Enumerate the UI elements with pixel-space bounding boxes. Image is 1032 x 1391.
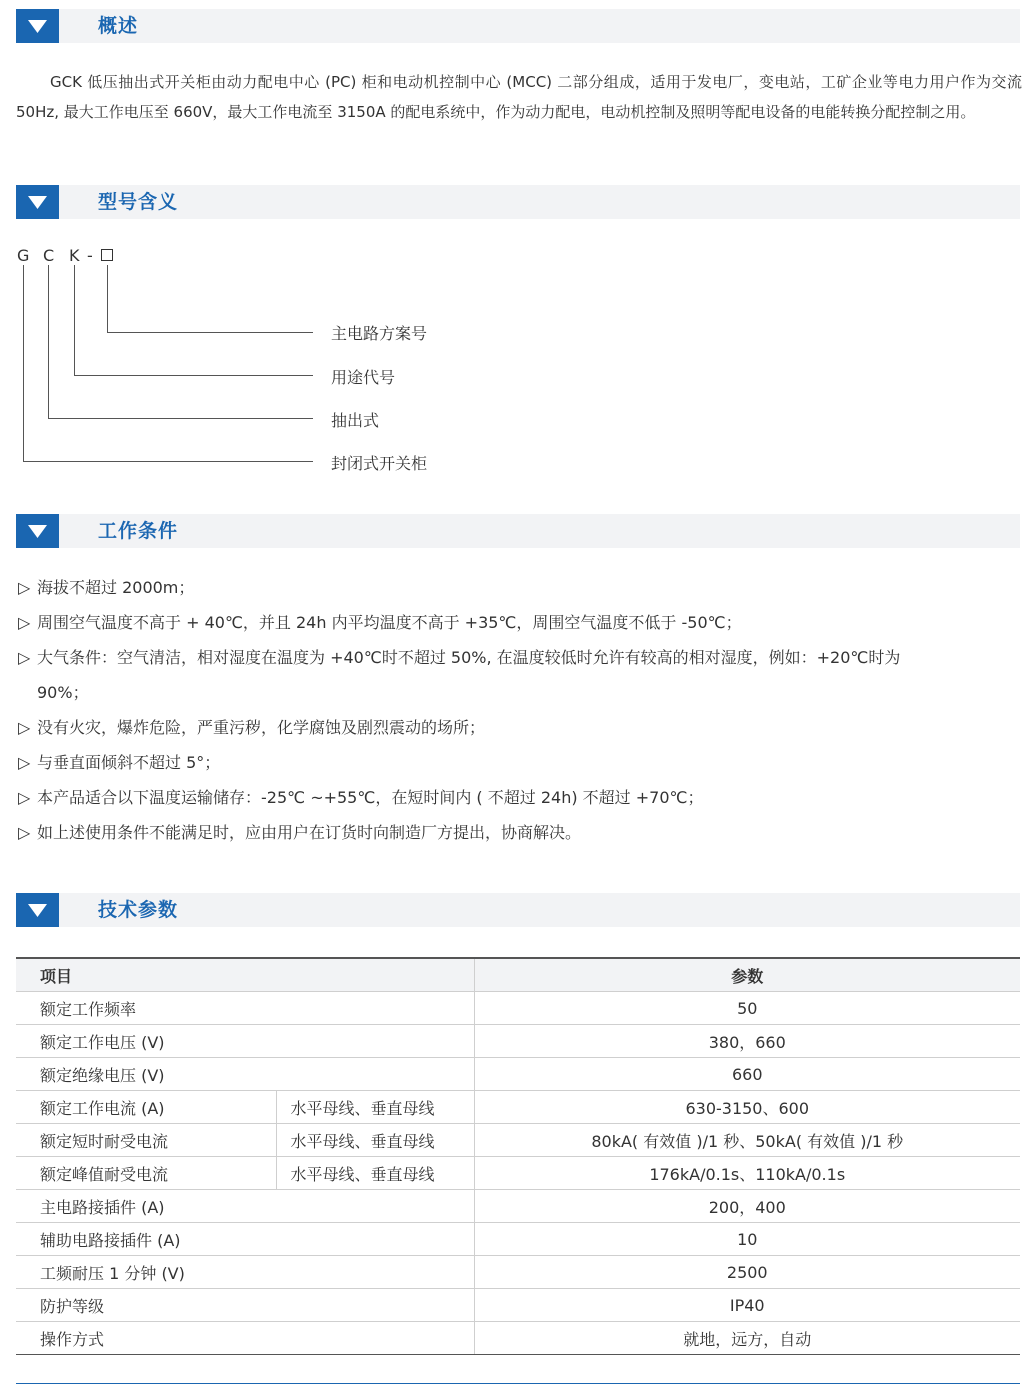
- triangle-down-icon: [28, 525, 47, 538]
- tech-params-table: [16, 957, 1020, 1355]
- table-row: [16, 1157, 1020, 1190]
- section-title: 工作条件: [98, 520, 179, 542]
- row-item: 额定短时耐受电流: [16, 1124, 276, 1157]
- row-value: 176kA/0.1s、110kA/0.1s: [474, 1157, 1020, 1190]
- row-value: 2500: [474, 1256, 1020, 1289]
- triangle-right-icon: ▷: [18, 823, 31, 842]
- row-value: 50: [474, 992, 1020, 1025]
- section-title: 技术参数: [98, 899, 179, 921]
- condition-item: ▷ 如上述使用条件不能满足时，应由用户在订货时向制造厂方提出，协商解决。: [18, 823, 582, 842]
- bottom-divider: [16, 1383, 1020, 1384]
- condition-item: ▷ 与垂直面倾斜不超过 5°；: [18, 753, 221, 772]
- table-row: [16, 1223, 1020, 1256]
- label-drawout: 抽出式: [331, 411, 380, 430]
- header-param: 参数: [474, 958, 1020, 992]
- row-value: 380，660: [474, 1025, 1020, 1058]
- row-value: 80kA( 有效值 )/1 秒、50kA( 有效值 )/1 秒: [474, 1124, 1020, 1157]
- section-marker: [16, 185, 59, 219]
- connector-line: [23, 461, 313, 462]
- row-item: 额定工作电流 (A): [16, 1091, 276, 1124]
- table-row: [16, 1091, 1020, 1124]
- table-row: [16, 1025, 1020, 1058]
- row-value: 10: [474, 1223, 1020, 1256]
- row-item: 防护等级: [16, 1289, 474, 1322]
- table-row: [16, 992, 1020, 1025]
- section-marker: [16, 9, 59, 43]
- code-placeholder-box: [101, 249, 113, 261]
- code-letter-k: K: [69, 246, 80, 265]
- triangle-down-icon: [28, 196, 47, 209]
- row-item: 额定工作频率: [16, 992, 474, 1025]
- section-header-conditions: [16, 514, 1020, 548]
- section-title: 概述: [98, 15, 139, 37]
- overview-paragraph: GCK 低压抽出式开关柜由动力配电中心 (PC) 柜和电动机控制中心 (MCC) 二部分组成，适用于发电厂，变电站，工矿企业等电力用户作为交流 50Hz, 最大工作电压至 660V，最大工作电流至 3150A 的配电系统中，作为动力配电，电动机控制及照明等配电设备的电能转换分配控制之用。: [16, 73, 1022, 121]
- section-marker: [16, 514, 59, 548]
- row-value: 630-3150、600: [474, 1091, 1020, 1124]
- row-value: 就地，远方，自动: [474, 1322, 1020, 1355]
- triangle-right-icon: ▷: [18, 578, 31, 597]
- table-row: [16, 1124, 1020, 1157]
- label-circuit-scheme: 主电路方案号: [331, 324, 428, 343]
- row-subitem: 水平母线、垂直母线: [276, 1157, 474, 1190]
- section-title: 型号含义: [98, 191, 179, 213]
- row-subitem: 水平母线、垂直母线: [276, 1124, 474, 1157]
- triangle-down-icon: [28, 20, 47, 33]
- row-item: 辅助电路接插件 (A): [16, 1223, 474, 1256]
- row-item: 工频耐压 1 分钟 (V): [16, 1256, 474, 1289]
- row-item: 额定绝缘电压 (V): [16, 1058, 474, 1091]
- label-enclosed-cabinet: 封闭式开关柜: [331, 454, 428, 473]
- section-marker: [16, 893, 59, 927]
- section-header-model: [16, 185, 1020, 219]
- table-row: [16, 1190, 1020, 1223]
- table-header-row: [16, 958, 1020, 992]
- connector-line: [74, 265, 75, 376]
- row-item: 额定峰值耐受电流: [16, 1157, 276, 1190]
- code-dash: -: [87, 246, 93, 265]
- triangle-right-icon: ▷: [18, 718, 31, 737]
- table-row: [16, 1322, 1020, 1355]
- connector-line: [107, 265, 108, 333]
- condition-item: ▷ 本产品适合以下温度运输储存：-25℃ ~+55℃，在短时间内 ( 不超过 24h) 不超过 +70℃；: [18, 788, 704, 807]
- row-item: 主电路接插件 (A): [16, 1190, 474, 1223]
- row-item: 额定工作电压 (V): [16, 1025, 474, 1058]
- table-row: [16, 1289, 1020, 1322]
- connector-line: [48, 418, 313, 419]
- code-letter-g: G: [17, 246, 30, 265]
- condition-item: ▷ 没有火灾，爆炸危险，严重污秽，化学腐蚀及剧烈震动的场所；: [18, 718, 486, 737]
- row-value: IP40: [474, 1289, 1020, 1322]
- label-usage-code: 用途代号: [331, 368, 396, 387]
- row-value: 200，400: [474, 1190, 1020, 1223]
- triangle-down-icon: [28, 904, 47, 917]
- header-item: 项目: [16, 958, 474, 992]
- section-header-overview: [16, 9, 1020, 43]
- section-header-tech: [16, 893, 1020, 927]
- table-row: [16, 1058, 1020, 1091]
- condition-item: ▷ 周围空气温度不高于 + 40℃，并且 24h 内平均温度不高于 +35℃，周围空气温度不低于 -50℃；: [18, 613, 742, 632]
- table-row: [16, 1256, 1020, 1289]
- condition-item-continued: 90%；: [37, 683, 89, 702]
- row-value: 660: [474, 1058, 1020, 1091]
- triangle-right-icon: ▷: [18, 753, 31, 772]
- triangle-right-icon: ▷: [18, 613, 31, 632]
- row-item: 操作方式: [16, 1322, 474, 1355]
- connector-line: [107, 332, 313, 333]
- connector-line: [48, 265, 49, 419]
- code-letter-c: C: [43, 246, 55, 265]
- connector-line: [74, 375, 313, 376]
- triangle-right-icon: ▷: [18, 648, 31, 667]
- condition-item: ▷ 海拔不超过 2000m；: [18, 578, 195, 597]
- connector-line: [23, 265, 24, 462]
- triangle-right-icon: ▷: [18, 788, 31, 807]
- condition-item: ▷ 大气条件：空气清洁，相对湿度在温度为 +40℃时不超过 50%, 在温度较低时允许有较高的相对湿度，例如：+20℃时为: [18, 648, 901, 667]
- row-subitem: 水平母线、垂直母线: [276, 1091, 474, 1124]
